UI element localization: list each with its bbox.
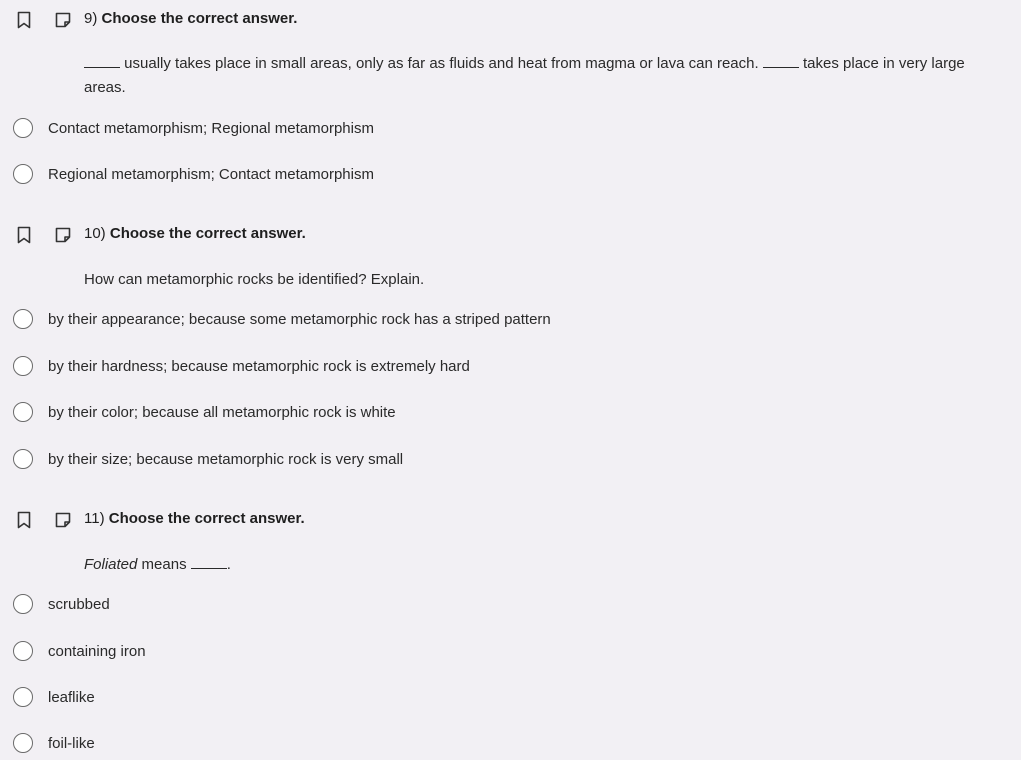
answer-option[interactable]	[13, 353, 470, 379]
question-prompt	[84, 553, 231, 577]
option-label: leaflike	[48, 688, 95, 706]
answer-option[interactable]	[13, 399, 396, 425]
option-label: Regional metamorphism; Contact metamorphism	[48, 165, 374, 183]
question-9-header	[0, 8, 1021, 32]
radio-button[interactable]	[13, 449, 33, 469]
answer-blank	[84, 53, 120, 68]
radio-button[interactable]	[13, 641, 33, 661]
radio-button[interactable]	[13, 164, 33, 184]
radio-button[interactable]	[13, 309, 33, 329]
prompt-text: .	[226, 556, 231, 573]
option-label: by their appearance; because some metamorphic rock has a striped pattern	[48, 310, 551, 328]
option-label: foil-like	[48, 734, 95, 752]
option-label: by their size; because metamorphic rock is very small	[48, 450, 404, 468]
question-prompt	[84, 52, 1009, 100]
prompt-text: means	[137, 556, 187, 573]
prompt-text: usually takes place in small areas, only as far as fluids and heat from magma or lava can reach.	[124, 55, 759, 72]
note-icon[interactable]	[54, 226, 72, 244]
radio-button[interactable]	[13, 356, 33, 376]
question-number: 9)	[84, 10, 98, 27]
question-instruction: Choose the correct answer.	[101, 10, 298, 27]
radio-button[interactable]	[13, 118, 33, 138]
option-label: containing iron	[48, 642, 146, 660]
option-label: Contact metamorphism; Regional metamorphism	[48, 119, 374, 137]
bookmark-icon[interactable]	[17, 511, 31, 529]
answer-option[interactable]	[13, 115, 374, 141]
question-instruction: Choose the correct answer.	[108, 510, 305, 527]
question-title	[84, 10, 297, 27]
option-label: scrubbed	[48, 595, 110, 613]
question-instruction: Choose the correct answer.	[109, 225, 306, 242]
note-icon[interactable]	[54, 11, 72, 29]
question-number: 11)	[84, 510, 105, 527]
answer-blank	[191, 554, 227, 569]
answer-option[interactable]	[13, 306, 551, 332]
radio-button[interactable]	[13, 687, 33, 707]
question-number: 10)	[84, 225, 106, 242]
question-title	[84, 225, 306, 242]
question-prompt	[84, 268, 424, 292]
answer-option[interactable]	[13, 638, 146, 664]
prompt-italic-term: Foliated	[84, 556, 138, 573]
answer-option[interactable]	[13, 446, 403, 472]
answer-option[interactable]	[13, 730, 95, 756]
question-11-header	[0, 508, 1021, 532]
answer-option[interactable]	[13, 161, 374, 187]
bookmark-icon[interactable]	[17, 11, 31, 29]
option-label: by their hardness; because metamorphic rock is extremely hard	[48, 357, 470, 375]
question-title	[84, 510, 305, 527]
answer-option[interactable]	[13, 591, 110, 617]
note-icon[interactable]	[54, 511, 72, 529]
answer-blank	[763, 53, 799, 68]
radio-button[interactable]	[13, 402, 33, 422]
prompt-text: How can metamorphic rocks be identified? Explain.	[84, 271, 425, 288]
radio-button[interactable]	[13, 594, 33, 614]
question-10-header	[0, 223, 1021, 247]
option-label: by their color; because all metamorphic rock is white	[48, 403, 396, 421]
answer-option[interactable]	[13, 684, 95, 710]
bookmark-icon[interactable]	[17, 226, 31, 244]
prompt-text: takes place in very large	[803, 55, 965, 72]
radio-button[interactable]	[13, 733, 33, 753]
prompt-text: areas.	[84, 79, 126, 96]
